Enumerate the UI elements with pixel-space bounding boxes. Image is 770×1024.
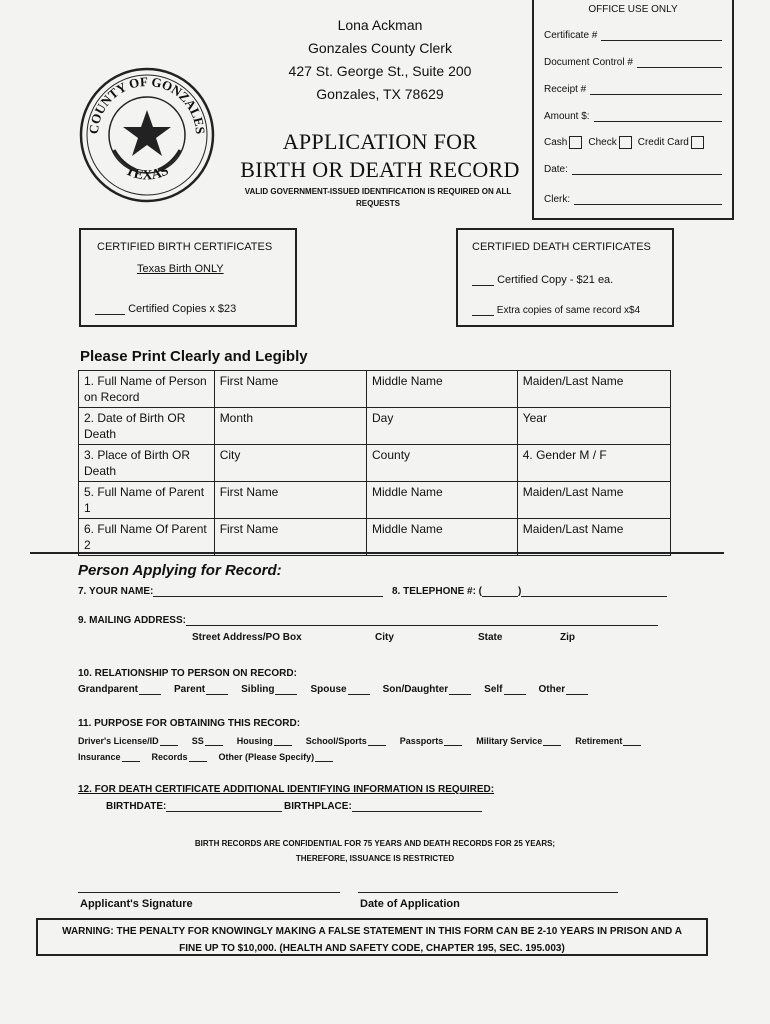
- signature-line[interactable]: [78, 892, 340, 893]
- entry-cell[interactable]: First Name: [214, 482, 366, 519]
- row-label-cell: 3. Place of Birth OR Death: [79, 445, 215, 482]
- birth-box-subtitle: Texas Birth ONLY: [137, 263, 224, 275]
- amount-label: Amount $:: [544, 111, 590, 122]
- telephone-paren: ): [518, 586, 522, 597]
- date-field[interactable]: [544, 164, 722, 175]
- applicant-heading: Person Applying for Record:: [78, 562, 282, 579]
- birthdate-label: BIRTHDATE:: [106, 801, 167, 812]
- credit-card-label: Credit Card: [637, 137, 689, 148]
- option-item[interactable]: [219, 752, 334, 762]
- warning-box: [36, 918, 708, 956]
- check-label: Check: [588, 137, 617, 148]
- option-item[interactable]: [192, 736, 223, 746]
- office-use-title: OFFICE USE ONLY: [588, 4, 678, 15]
- confidential-line2: THEREFORE, ISSUANCE IS RESTRICTED: [295, 854, 455, 863]
- clerk-name: Lona Ackman: [337, 17, 423, 33]
- county-seal: [78, 66, 216, 204]
- birth-certificate-box: [79, 228, 297, 327]
- table-row: [79, 371, 671, 408]
- option-item[interactable]: [310, 684, 369, 695]
- relationship-options: [78, 684, 678, 695]
- state-caption: State: [478, 632, 503, 643]
- birth-copies-field[interactable]: [95, 303, 236, 315]
- confidential-note: [150, 836, 600, 866]
- certificate-label: Certificate #: [544, 30, 598, 41]
- purpose-options-row1: [78, 736, 678, 746]
- death-extra-label: Extra copies of same record x$4: [496, 305, 641, 316]
- telephone-field[interactable]: [392, 586, 667, 597]
- receipt-field[interactable]: [544, 84, 722, 95]
- option-blank[interactable]: [139, 694, 161, 695]
- clerk-office: Gonzales County Clerk: [308, 40, 452, 56]
- record-info-table: [78, 370, 671, 556]
- your-name-label: 7. YOUR NAME:: [78, 586, 154, 597]
- date-label: Date:: [544, 164, 568, 175]
- option-label: Other (Please Specify): [218, 752, 315, 762]
- option-item[interactable]: [237, 736, 292, 746]
- option-label: Grandparent: [78, 684, 139, 695]
- entry-cell[interactable]: Maiden/Last Name: [517, 482, 670, 519]
- mailing-address-input[interactable]: [186, 625, 658, 626]
- birth-copies-label: Certified Copies x $23: [128, 303, 237, 315]
- option-label: Parent: [174, 684, 206, 695]
- seal-bottom-text: TEXAS: [122, 163, 172, 184]
- your-name-input[interactable]: [153, 596, 383, 597]
- section-divider: [30, 552, 724, 554]
- option-label: Self: [484, 684, 503, 695]
- option-blank[interactable]: [274, 745, 292, 746]
- option-label: Insurance: [78, 752, 121, 762]
- birth-box-title: CERTIFIED BIRTH CERTIFICATES: [97, 241, 273, 253]
- option-label: Military Service: [476, 736, 543, 746]
- birthplace-label: BIRTHPLACE:: [284, 801, 352, 812]
- warning-line1: WARNING: THE PENALTY FOR KNOWINGLY MAKING A FALSE STATEMENT IN THIS FORM CAN BE 2-10 YEARS IN PRISON AND A: [62, 926, 682, 937]
- entry-cell[interactable]: Middle Name: [367, 519, 518, 556]
- document-control-label: Document Control #: [544, 57, 633, 68]
- option-blank[interactable]: [368, 745, 386, 746]
- warning-line2: FINE UP TO $10,000. (HEALTH AND SAFETY CODE, CHAPTER 195, SEC. 195.003): [179, 943, 565, 954]
- id-requirement-note: [228, 186, 528, 210]
- option-item[interactable]: [400, 736, 463, 746]
- option-item[interactable]: [476, 736, 561, 746]
- birthdate-input[interactable]: [166, 811, 282, 812]
- option-item[interactable]: [383, 684, 472, 695]
- option-label: Sibling: [241, 684, 275, 695]
- option-label: School/Sports: [305, 736, 367, 746]
- telephone-input[interactable]: [521, 596, 667, 597]
- death-copy-blank[interactable]: [472, 285, 494, 286]
- option-item[interactable]: [539, 684, 589, 695]
- entry-cell[interactable]: Middle Name: [367, 371, 518, 408]
- entry-cell[interactable]: Day: [367, 408, 518, 445]
- id-note-line1: VALID GOVERNMENT-ISSUED IDENTIFICATION IS REQUIRED ON ALL: [244, 187, 512, 196]
- option-label: Other: [538, 684, 566, 695]
- death-copy-field[interactable]: [472, 274, 613, 286]
- telephone-label: 8. TELEPHONE #: (: [392, 586, 483, 597]
- table-row: [79, 445, 671, 482]
- form-title: [222, 128, 538, 184]
- option-label: Retirement: [575, 736, 623, 746]
- option-blank[interactable]: [189, 761, 207, 762]
- death-certificate-box: [456, 228, 674, 327]
- option-label: Spouse: [310, 684, 347, 695]
- option-blank[interactable]: [504, 694, 526, 695]
- death-id-label: 12. FOR DEATH CERTIFICATE ADDITIONAL IDENTIFYING INFORMATION IS REQUIRED:: [78, 784, 495, 795]
- form-title-line1: APPLICATION FOR: [282, 129, 478, 154]
- purpose-label: 11. PURPOSE FOR OBTAINING THIS RECORD:: [78, 718, 301, 729]
- cash-label: Cash: [544, 137, 568, 148]
- birthplace-field[interactable]: [284, 801, 482, 812]
- option-item[interactable]: [484, 684, 525, 695]
- death-box-title: CERTIFIED DEATH CERTIFICATES: [472, 241, 651, 253]
- purpose-options-row2: [78, 752, 478, 762]
- id-note-line2: REQUESTS: [355, 199, 400, 208]
- option-item[interactable]: [78, 736, 178, 746]
- option-blank[interactable]: [444, 745, 462, 746]
- option-blank[interactable]: [206, 694, 228, 695]
- office-use-box: [532, 0, 734, 220]
- print-clearly-heading: Please Print Clearly and Legibly: [80, 348, 308, 365]
- row-label-cell: 6. Full Name Of Parent 2: [79, 519, 215, 556]
- birthdate-field[interactable]: [106, 801, 282, 812]
- date-application-label: Date of Application: [360, 898, 460, 910]
- entry-cell[interactable]: Month: [214, 408, 366, 445]
- row-label-cell: 1. Full Name of Person on Record: [79, 371, 215, 408]
- option-item[interactable]: [78, 752, 140, 762]
- option-blank[interactable]: [348, 694, 370, 695]
- table-row: [79, 519, 671, 556]
- birthplace-input[interactable]: [352, 811, 482, 812]
- option-blank[interactable]: [566, 694, 588, 695]
- option-label: Passports: [399, 736, 444, 746]
- option-item[interactable]: [306, 736, 386, 746]
- option-item[interactable]: [152, 752, 207, 762]
- option-item[interactable]: [241, 684, 297, 695]
- zip-caption: Zip: [560, 632, 575, 643]
- option-item[interactable]: [78, 684, 161, 695]
- form-title-line2: BIRTH OR DEATH RECORD: [240, 157, 520, 182]
- entry-cell[interactable]: First Name: [214, 519, 366, 556]
- option-item[interactable]: [575, 736, 641, 746]
- option-label: Records: [151, 752, 188, 762]
- option-blank[interactable]: [543, 745, 561, 746]
- confidential-line1: BIRTH RECORDS ARE CONFIDENTIAL FOR 75 YEARS AND DEATH RECORDS FOR 25 YEARS;: [194, 839, 556, 848]
- city-caption: City: [375, 632, 394, 643]
- entry-cell[interactable]: Middle Name: [367, 482, 518, 519]
- street-caption: Street Address/PO Box: [192, 632, 302, 643]
- mailing-label: 9. MAILING ADDRESS:: [78, 615, 186, 626]
- area-code-input[interactable]: [482, 596, 518, 597]
- entry-cell[interactable]: City: [214, 445, 366, 482]
- option-blank[interactable]: [275, 694, 297, 695]
- death-extra-field[interactable]: [472, 305, 640, 316]
- your-name-field[interactable]: [78, 586, 383, 597]
- mailing-address-field[interactable]: [78, 615, 658, 626]
- table-row: [79, 482, 671, 519]
- birth-copies-blank[interactable]: [95, 314, 125, 315]
- option-blank[interactable]: [205, 745, 223, 746]
- option-label: Driver's License/ID: [78, 736, 159, 746]
- option-blank[interactable]: [160, 745, 178, 746]
- entry-cell[interactable]: County: [367, 445, 518, 482]
- death-copy-label: Certified Copy - $21 ea.: [497, 274, 614, 286]
- option-blank[interactable]: [315, 761, 333, 762]
- entry-cell[interactable]: First Name: [214, 371, 366, 408]
- row-label-cell: 2. Date of Birth OR Death: [79, 408, 215, 445]
- seal-top-text: COUNTY OF GONZALES: [85, 73, 209, 135]
- row-label-cell: 5. Full Name of Parent 1: [79, 482, 215, 519]
- clerk-header: [240, 14, 520, 106]
- entry-cell[interactable]: Maiden/Last Name: [517, 519, 670, 556]
- option-label: SS: [191, 736, 204, 746]
- option-blank[interactable]: [623, 745, 641, 746]
- clerk-address: 427 St. George St., Suite 200: [288, 63, 472, 79]
- clerk-field[interactable]: [544, 194, 722, 205]
- option-label: Son/Daughter: [382, 684, 449, 695]
- table-row: [79, 408, 671, 445]
- option-blank[interactable]: [449, 694, 471, 695]
- entry-cell[interactable]: Year: [517, 408, 670, 445]
- amount-field[interactable]: [544, 111, 722, 122]
- receipt-label: Receipt #: [544, 84, 587, 95]
- option-blank[interactable]: [122, 761, 140, 762]
- certificate-field[interactable]: [544, 30, 722, 41]
- star-icon: [123, 110, 171, 156]
- option-item[interactable]: [174, 684, 228, 695]
- signature-label: Applicant's Signature: [80, 898, 193, 910]
- option-label: Housing: [236, 736, 273, 746]
- clerk-city: Gonzales, TX 78629: [316, 86, 444, 102]
- credit-card-checkbox[interactable]: [691, 136, 704, 149]
- cash-checkbox[interactable]: [569, 136, 582, 149]
- date-application-line[interactable]: [358, 892, 618, 893]
- payment-method: [544, 136, 722, 149]
- entry-cell[interactable]: Maiden/Last Name: [517, 371, 670, 408]
- death-extra-blank[interactable]: [472, 315, 494, 316]
- entry-cell[interactable]: 4. Gender M / F: [517, 445, 670, 482]
- clerk-label: Clerk:: [544, 194, 571, 205]
- document-control-field[interactable]: [544, 57, 722, 68]
- check-checkbox[interactable]: [619, 136, 632, 149]
- relationship-label: 10. RELATIONSHIP TO PERSON ON RECORD:: [78, 668, 297, 679]
